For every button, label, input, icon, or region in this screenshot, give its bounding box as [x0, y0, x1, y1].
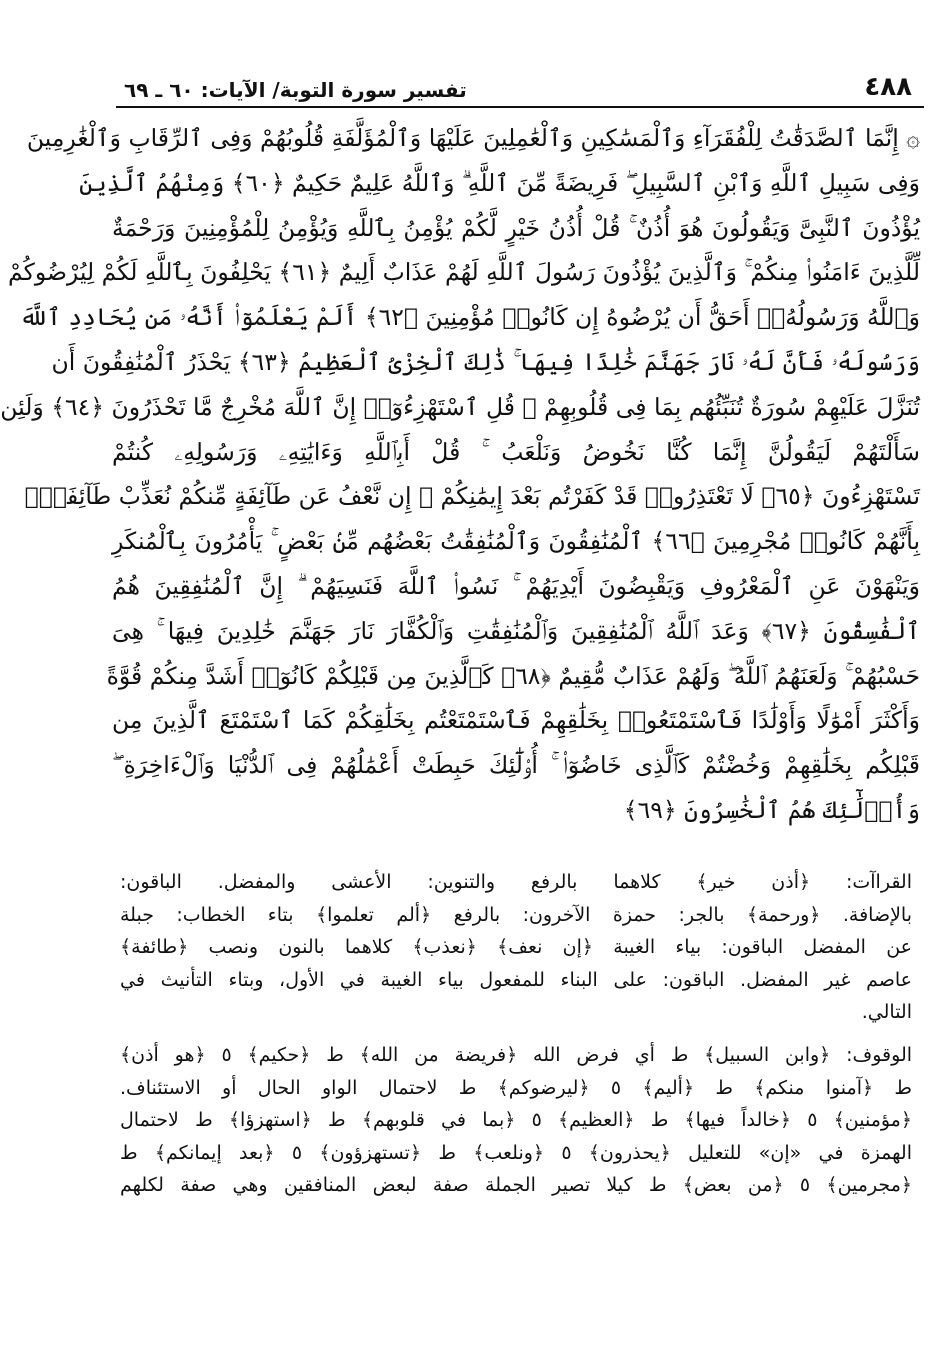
quran-line: تُنَزَّلَ عَلَيْهِمْ سُورَةٌ تُنَبِّئُهُم بِمَا فِى قُلُوبِهِمْ ۚ قُلِ ٱسْتَهْزِءُوٓا۟ إِنَّ ٱللَّهَ مُخْرِجٌ مَّا تَحْذَرُونَ ﴿٦٤﴾ وَلَئِن [0, 392, 920, 421]
quran-line: تَسْتَهْزِءُونَ ﴿٦٥﴾ لَا تَعْتَذِرُوا۟ قَدْ كَفَرْتُم بَعْدَ إِيمَٰنِكُمْ ۚ إِن نَّعْفُ عَن طَآئِفَةٍ مِّنكُمْ نُعَذِّبْ طَآئِفَةًۢ [24, 482, 920, 511]
qiraat-line: عن المفضل الباقون: بياء الغيبة ﴿إن نعف﴾ ﴿نعذب﴾ كلاهما بالنون ونصب ﴿طائفة﴾ [120, 936, 912, 959]
quran-line: وَأَكْثَرَ أَمْوَٰلًا وَأَوْلَٰدًا فَٱسْتَمْتَعُوا۟ بِخَلَٰقِهِمْ فَٱسْتَمْتَعْتُم بِخَلَٰقِكُمْ كَمَا ٱسْتَمْتَعَ ٱلَّذِينَ مِن [112, 706, 920, 735]
quran-line: قَبْلِكُم بِخَلَٰقِهِمْ وَخُضْتُمْ كَٱلَّذِى خَاضُوٓا۟ ۚ أُو۟لَٰٓئِكَ حَبِطَتْ أَعْمَٰلُهُمْ فِى ٱلدُّنْيَا وَٱلْءَاخِرَةِ ۖ [112, 751, 920, 780]
wuquf-line: الهمزة في «إن» للتعليل ﴿يحذرون﴾ ٥ ﴿ونلعب﴾ ط ﴿تستهزؤون﴾ ٥ ﴿بعد إيمانكم﴾ ط [120, 1141, 912, 1164]
wuquf-line: الوقوف: ﴿وابن السبيل﴾ ط أي فرض الله ﴿فريضة من الله﴾ ط ﴿حكيم﴾ ٥ ﴿هو أذن﴾ [120, 1043, 913, 1066]
wuquf-line: ﴿مجرمين﴾ ٥ ﴿من بعض﴾ ط كيلا تصير الجملة صفة لبعض المنافقين وهي صفة لكلهم [120, 1174, 912, 1197]
quran-line: وَفِى سَبِيلِ ٱللَّهِ وَٱبْنِ ٱلسَّبِيلِ ۖ فَرِيضَةً مِّنَ ٱللَّهِ ۗ وَٱللَّهُ عَلِيمٌ حَكِيمٌ ﴿٦٠﴾ وَمِنْهُمُ ٱلَّذِينَ [79, 168, 920, 197]
qiraat-line: عاصم غير المفضل. الباقون: على البناء للمفعول بياء الغيبة في الأول، وبتاء التأنيث في [120, 968, 912, 991]
page-number: ٤٨٨ [864, 72, 912, 102]
quran-line: وَٱللَّهُ وَرَسُولُهُۥٓ أَحَقُّ أَن يُرْضُوهُ إِن كَانُوا۟ مُؤْمِنِينَ ﴿٦٢﴾ أَلَمْ يَعْلَمُوٓا۟ أَنَّهُۥ مَن يُحَادِدِ ٱللَّهَ [19, 303, 920, 332]
wuquf-line: ط ﴿آمنوا منكم﴾ ط ﴿أليم﴾ ٥ ﴿ليرضوكم﴾ ط لاحتمال الواو الحال أو الاستئناف. [120, 1076, 912, 1099]
quran-line: لِّلَّذِينَ ءَامَنُوا۟ مِنكُمْ ۚ وَٱلَّذِينَ يُؤْذُونَ رَسُولَ ٱللَّهِ لَهُمْ عَذَابٌ أَلِيمٌ ﴿٦١﴾ يَحْلِفُونَ بِٱللَّهِ لَكُمْ لِيُرْضُوكُمْ [8, 258, 920, 287]
wuquf-paragraph [120, 1039, 912, 1202]
qiraat-line: بالإضافة. ﴿ورحمة﴾ بالجر: حمزة الآخرون: بالرفع ﴿ألم تعلموا﴾ بتاء الخطاب: جبلة [120, 903, 912, 926]
quran-line: ۞ إِنَّمَا ٱلصَّدَقَٰتُ لِلْفُقَرَآءِ وَٱلْمَسَٰكِينِ وَٱلْعَٰمِلِينَ عَلَيْهَا وَٱلْمُؤَلَّفَةِ قُلُوبُهُمْ وَفِى ٱلرِّقَابِ وَٱلْغَٰرِمِينَ [26, 124, 920, 152]
quran-line: ٱلْفَٰسِقُونَ ﴿٦٧﴾ وَعَدَ ٱللَّهُ ٱلْمُنَٰفِقِينَ وَٱلْمُنَٰفِقَٰتِ وَٱلْكُفَّارَ نَارَ جَهَنَّمَ خَٰلِدِينَ فِيهَا ۚ هِىَ [112, 616, 920, 645]
quran-line: بِأَنَّهُمْ كَانُوا۟ مُجْرِمِينَ ﴿٦٦﴾ ٱلْمُنَٰفِقُونَ وَٱلْمُنَٰفِقَٰتُ بَعْضُهُم مِّنۢ بَعْضٍ ۚ يَأْمُرُونَ بِٱلْمُنكَرِ [112, 527, 920, 556]
quran-line: سَأَلْتَهُمْ لَيَقُولُنَّ إِنَّمَا كُنَّا نَخُوضُ وَنَلْعَبُ ۚ قُلْ أَبِٱللَّهِ وَءَايَٰتِهِۦ وَرَسُولِهِۦ كُنتُمْ [112, 437, 920, 466]
wuquf-line: ﴿مؤمنين﴾ ٥ ﴿خالداً فيها﴾ ط ﴿العظيم﴾ ٥ ﴿بما في قلوبهم﴾ ط ﴿استهزؤا﴾ ط لاحتمال [120, 1109, 912, 1132]
quran-line: حَسْبُهُمْ ۚ وَلَعَنَهُمُ ٱللَّهُ ۖ وَلَهُمْ عَذَابٌ مُّقِيمٌ ﴿٦٨﴾ كَٱلَّذِينَ مِن قَبْلِكُمْ كَانُوٓا۟ أَشَدَّ مِنكُمْ قُوَّةً [106, 661, 920, 690]
quran-text-block [0, 116, 920, 833]
header-rule [116, 106, 924, 108]
commentary-block [120, 866, 912, 1202]
qiraat-line: القراآت: ﴿أذن خير﴾ كلاهما بالرفع والتنوين: الأعشى والمفضل. الباقون: [120, 871, 912, 893]
quran-line: وَرَسُولَهُۥ فَأَنَّ لَهُۥ نَارَ جَهَنَّمَ خَٰلِدًا فِيهَا ۚ ذَٰلِكَ ٱلْخِزْىُ ٱلْعَظِيمُ ﴿٦٣﴾ يَحْذَرُ ٱلْمُنَٰفِقُونَ أَن [51, 347, 920, 376]
running-title: تفسير سورة التوبة/ الآيات: ٦٠ ـ ٦٩ [124, 78, 467, 102]
qiraat-line: التالي. [861, 1001, 912, 1024]
paragraph-gap [120, 1029, 912, 1039]
qiraat-paragraph [120, 866, 912, 1029]
quran-line: وَيَنْهَوْنَ عَنِ ٱلْمَعْرُوفِ وَيَقْبِضُونَ أَيْدِيَهُمْ ۚ نَسُوا۟ ٱللَّهَ فَنَسِيَهُمْ ۗ إِنَّ ٱلْمُنَٰفِقِينَ هُمُ [112, 571, 920, 600]
page-header [124, 62, 912, 102]
quran-line: يُؤْذُونَ ٱلنَّبِىَّ وَيَقُولُونَ هُوَ أُذُنٌ ۚ قُلْ أُذُنُ خَيْرٍ لَّكُمْ يُؤْمِنُ بِٱللَّهِ وَيُؤْمِنُ لِلْمُؤْمِنِينَ وَرَحْمَةٌ [112, 213, 920, 242]
quran-line: وَأُو۟لَٰٓئِكَ هُمُ ٱلْخَٰسِرُونَ ﴿٦٩﴾ [623, 795, 920, 824]
